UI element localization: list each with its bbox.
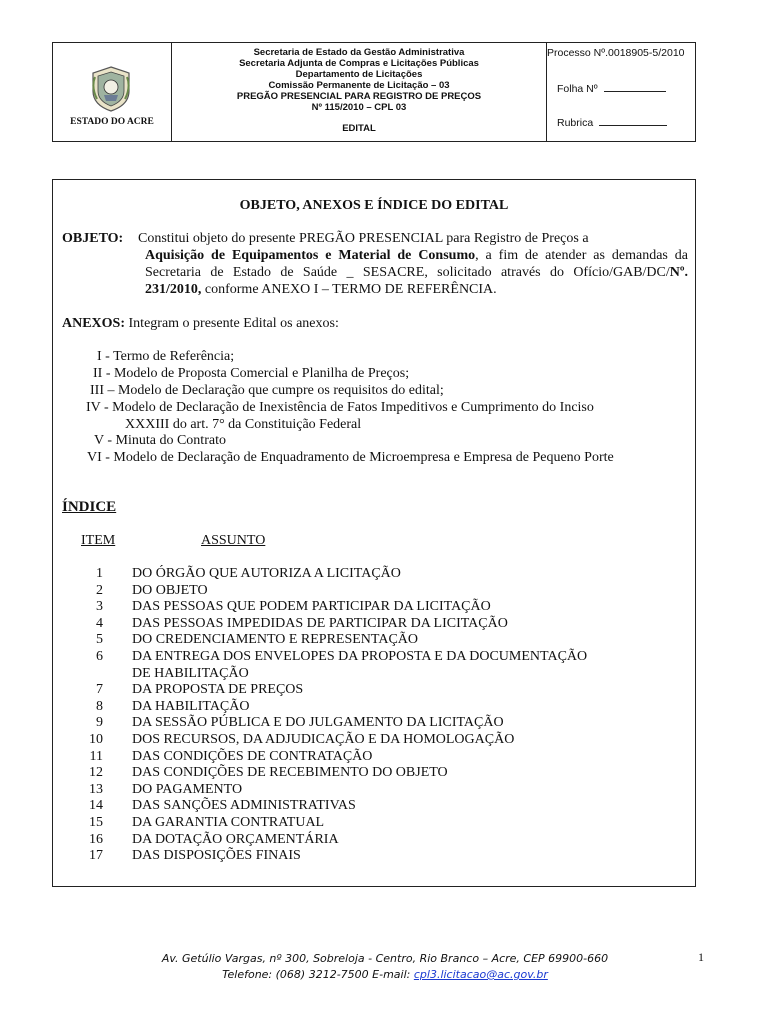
index-item-title: DA HABILITAÇÃO	[132, 698, 250, 714]
header-title-cell	[171, 43, 547, 141]
header-line: Secretaria de Estado da Gestão Administrativa	[253, 47, 465, 58]
index-item-title: DA ENTREGA DOS ENVELOPES DA PROPOSTA E DA DOCUMENTAÇÃO	[132, 649, 588, 664]
index-item-number: 3	[96, 599, 103, 615]
anexos-text: Integram o presente Edital os anexos:	[125, 316, 339, 331]
index-item-number: 2	[96, 582, 103, 598]
index-item-title: DO OBJETO	[132, 582, 208, 598]
index-item-number: 10	[89, 732, 103, 747]
header-line: PREGÃO PRESENCIAL PARA REGISTRO DE PREÇOS	[236, 91, 482, 102]
page-number: 1	[698, 950, 704, 964]
rubrica-field	[557, 117, 667, 129]
index-item-title: DAS PESSOAS IMPEDIDAS DE PARTICIPAR DA LICITAÇÃO	[132, 615, 508, 631]
document-header	[52, 42, 696, 142]
folha-field	[557, 83, 666, 95]
index-item-number: 17	[89, 848, 103, 864]
index-item-title: DA PROPOSTA DE PREÇOS	[132, 682, 304, 698]
index-item-title: DA SESSÃO PÚBLICA E DO JULGAMENTO DA LICITAÇÃO	[132, 715, 504, 731]
index-item-number: 13	[89, 781, 103, 797]
annex-item: XXXIII do art. 7° da Constituição Federal	[125, 417, 362, 432]
annex-item: III – Modelo de Declaração que cumpre os requisitos do edital;	[90, 383, 444, 398]
footer-contact	[0, 967, 770, 983]
index-item-title: DAS CONDIÇÕES DE CONTRATAÇÃO	[132, 748, 373, 764]
objeto-text-a: Constitui objeto do presente PREGÃO PRESENCIAL para Registro de Preços a	[138, 231, 589, 246]
index-item-title: DAS CONDIÇÕES DE RECEBIMENTO DO OBJETO	[132, 765, 448, 781]
column-header-item: ITEM	[81, 533, 116, 548]
index-item-number: 12	[89, 765, 103, 781]
footer-phone: Telefone: (068) 3212-7500 E-mail:	[222, 968, 414, 981]
index-item-title: DOS RECURSOS, DA ADJUDICAÇÃO E DA HOMOLOGAÇÃO	[132, 732, 515, 747]
index-item-title: DA DOTAÇÃO ORÇAMENTÁRIA	[132, 831, 339, 847]
anexos-label: ANEXOS:	[62, 316, 126, 331]
index-item-number: 15	[89, 815, 103, 830]
column-header-assunto: ASSUNTO	[201, 533, 266, 548]
objeto-bold-oficio: Nº. 231/2010,	[145, 265, 688, 297]
index-item-number: 1	[96, 566, 103, 581]
objeto-bold-subject: Aquisição de Equipamentos e Material de Consumo	[145, 248, 476, 263]
index-item-title: DO PAGAMENTO	[132, 781, 243, 797]
index-item-number: 9	[96, 715, 103, 731]
header-line: Departamento de Licitações	[295, 69, 423, 80]
rubrica-label: Rubrica	[557, 117, 594, 129]
index-item-title: DAS SANÇÕES ADMINISTRATIVAS	[132, 798, 356, 814]
footer-address: Av. Getúlio Vargas, nº 300, Sobreloja - Centro, Rio Branco – Acre, CEP 69900-660	[161, 952, 609, 965]
header-process-cell	[546, 43, 695, 141]
index-item-number: 6	[96, 649, 103, 664]
folha-blank	[604, 83, 666, 92]
index-item-title: DE HABILITAÇÃO	[132, 665, 249, 681]
section-title: OBJETO, ANEXOS E ÍNDICE DO EDITAL	[239, 198, 509, 213]
email-link[interactable]: cpl3.licitacao@ac.gov.br	[413, 968, 548, 981]
index-item-number: 4	[96, 615, 103, 631]
state-seal-icon	[89, 65, 133, 113]
index-item-title: DAS PESSOAS QUE PODEM PARTICIPAR DA LICITAÇÃO	[132, 599, 491, 615]
index-item-title: DO CREDENCIAMENTO E REPRESENTAÇÃO	[132, 632, 419, 648]
header-line: Nº 115/2010 – CPL 03	[311, 102, 407, 113]
page-footer	[0, 951, 770, 983]
folha-label: Folha Nº	[557, 83, 598, 95]
annex-item: IV - Modelo de Declaração de Inexistência de Fatos Impeditivos e Cumprimento do Inciso	[86, 400, 594, 415]
index-item-number: 16	[89, 831, 103, 847]
index-item-number: 11	[89, 748, 103, 764]
indice-heading: ÍNDICE	[62, 499, 117, 515]
anexos-intro	[62, 316, 339, 332]
annex-item: VI - Modelo de Declaração de Enquadramento de Microempresa e Empresa de Pequeno Porte	[87, 450, 614, 465]
index-item-number: 14	[89, 798, 103, 814]
index-item-number: 7	[96, 682, 103, 698]
index-item-title: DA GARANTIA CONTRATUAL	[132, 815, 325, 830]
index-item-number: 5	[96, 632, 103, 648]
objeto-text	[62, 230, 688, 247]
index-item-title: DO ÓRGÃO QUE AUTORIZA A LICITAÇÃO	[132, 566, 401, 581]
header-logo-cell	[53, 43, 172, 141]
index-item-title: DAS DISPOSIÇÕES FINAIS	[132, 848, 301, 864]
objeto-text-e: conforme ANEXO I – TERMO DE REFERÊNCIA.	[201, 282, 497, 297]
header-line: Secretaria Adjunta de Compras e Licitações Públicas	[239, 58, 479, 69]
header-line: Comissão Permanente de Licitação – 03	[268, 80, 450, 91]
edital-content-box	[52, 179, 696, 887]
index-item-number: 8	[96, 698, 103, 714]
annex-item: II - Modelo de Proposta Comercial e Planilha de Preços;	[93, 366, 410, 381]
state-name: ESTADO DO ACRE	[70, 117, 154, 127]
process-number: Processo Nº.0018905-5/2010	[547, 47, 685, 59]
objeto-text-c: , a fim de atender as demandas da Secretaria de Estado de Saúde _ SESACRE, solicitado através do Ofício/GAB/DC/	[145, 248, 689, 280]
objeto-label: OBJETO:	[62, 231, 124, 246]
edital-label: EDITAL	[342, 123, 376, 134]
objeto-continuation	[145, 247, 688, 298]
objeto-paragraph	[62, 230, 688, 247]
annex-item: I - Termo de Referência;	[97, 349, 235, 364]
annex-item: V - Minuta do Contrato	[94, 433, 226, 448]
rubrica-blank	[599, 117, 667, 126]
